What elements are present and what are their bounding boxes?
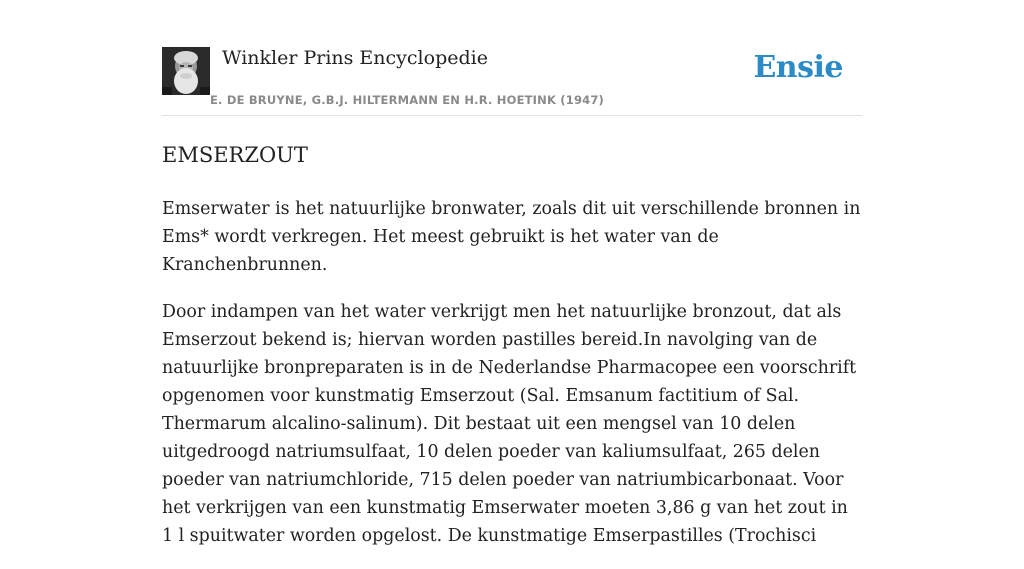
article-paragraph: Door indampen van het water verkrijgt men het natuurlijke bronzout, dat als Emserzout bekend is; hiervan worden pastilles bereid.In navolging van de natuurlijke bronpreparaten is in de Nederlandse Pharmacopee een voorschrift opgenomen voor kunstmatig Emserzout (Sal. Emsanum factitium of Sal. Thermarum alcalino-salinum). Dit bestaat uit een mengsel van 10 delen uitgedroogd natriumsulfaat, 10 delen poeder van kaliumsulfaat, 265 delen poeder van natriumchloride, 715 delen poeder van natriumbicarbonaat. Voor het verkrijgen van een kunstmatig Emserwater moeten 3,86 g van het zout in 1 l spuitwater worden opgelost. De kunstmatige Emserpastilles (Trochisci xyxy=(162,302,857,546)
article xyxy=(162,140,862,569)
authors-line: E. DE BRUYNE, G.B.J. HILTERMANN EN H.R. HOETINK (1947) xyxy=(210,93,605,107)
ensie-logo-link[interactable]: Ensie xyxy=(753,50,843,85)
author-portrait-avatar xyxy=(162,47,210,95)
site-header xyxy=(162,46,862,116)
article-paragraph: Emserwater is het natuurlijke bronwater, zoals dit uit verschillende bronnen in Ems* wordt verkregen. Het meest gebruikt is het water van de Kranchenbrunnen. xyxy=(162,199,861,275)
article-title: EMSERZOUT xyxy=(162,143,308,167)
site-title-link[interactable]: Winkler Prins Encyclopedie xyxy=(222,47,488,69)
portrait-photo-icon xyxy=(162,47,210,95)
